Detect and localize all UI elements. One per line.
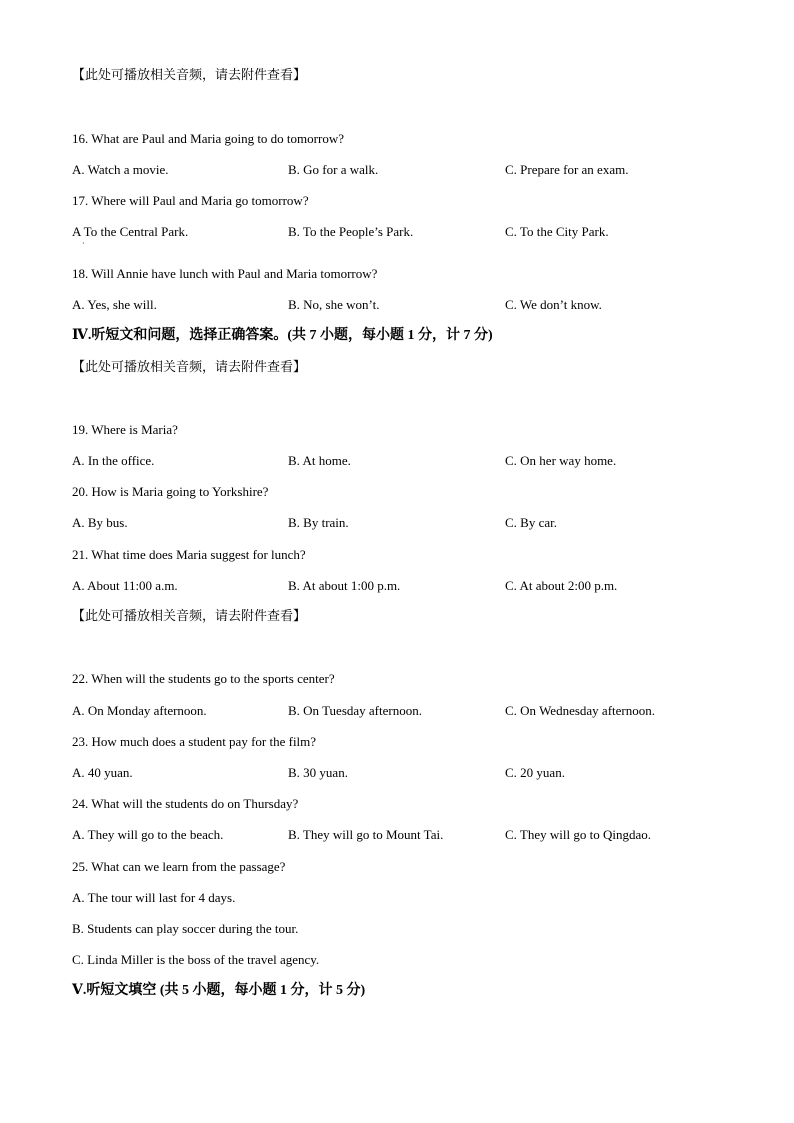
section-5-heading: Ⅴ.听短文填空 (共 5 小题，每小题 1 分，计 5 分) bbox=[72, 983, 366, 998]
option-c: C. Prepare for an exam. bbox=[505, 162, 629, 177]
question-21: 21. What time does Maria suggest for lunch? bbox=[72, 547, 306, 562]
option-b: B. No, she won’t. bbox=[288, 297, 380, 312]
question-18: 18. Will Annie have lunch with Paul and Maria tomorrow? bbox=[72, 266, 378, 281]
option-a: A To the Central Park. bbox=[72, 224, 189, 239]
option-a: A. They will go to the beach. bbox=[72, 827, 224, 842]
option-c: C. We don’t know. bbox=[505, 297, 602, 312]
question-24: 24. What will the students do on Thursday? bbox=[72, 796, 299, 811]
option-b: B. By train. bbox=[288, 515, 349, 530]
options-16 bbox=[72, 162, 752, 178]
stray-dot: · bbox=[82, 239, 85, 248]
option-b: B. On Tuesday afternoon. bbox=[288, 703, 422, 718]
options-19 bbox=[72, 453, 752, 469]
option-a: A. By bus. bbox=[72, 515, 128, 530]
option-c: C. On Wednesday afternoon. bbox=[505, 703, 655, 718]
question-17: 17. Where will Paul and Maria go tomorrow? bbox=[72, 193, 309, 208]
audio-note: 【此处可播放相关音频，请去附件查看】 bbox=[72, 360, 307, 375]
option-c: C. Linda Miller is the boss of the travel agency. bbox=[72, 952, 320, 967]
option-a: A. Watch a movie. bbox=[72, 162, 169, 177]
option-b: B. They will go to Mount Tai. bbox=[288, 827, 444, 842]
option-b: B. At about 1:00 p.m. bbox=[288, 578, 401, 593]
option-b: B. To the People’s Park. bbox=[288, 224, 414, 239]
option-a: A. In the office. bbox=[72, 453, 155, 468]
question-23: 23. How much does a student pay for the film? bbox=[72, 734, 317, 749]
option-b: B. Go for a walk. bbox=[288, 162, 379, 177]
option-c: C. At about 2:00 p.m. bbox=[505, 578, 618, 593]
option-c: C. To the City Park. bbox=[505, 224, 609, 239]
option-a: A. 40 yuan. bbox=[72, 765, 133, 780]
options-24 bbox=[72, 827, 752, 843]
options-17 bbox=[72, 224, 752, 240]
option-b: B. At home. bbox=[288, 453, 351, 468]
question-22: 22. When will the students go to the sports center? bbox=[72, 671, 335, 686]
option-c: C. 20 yuan. bbox=[505, 765, 565, 780]
option-a: A. Yes, she will. bbox=[72, 297, 157, 312]
question-16: 16. What are Paul and Maria going to do tomorrow? bbox=[72, 131, 344, 146]
question-20: 20. How is Maria going to Yorkshire? bbox=[72, 484, 269, 499]
option-c: C. They will go to Qingdao. bbox=[505, 827, 652, 842]
option-a: A. On Monday afternoon. bbox=[72, 703, 207, 718]
option-a: A. The tour will last for 4 days. bbox=[72, 890, 236, 905]
audio-note: 【此处可播放相关音频，请去附件查看】 bbox=[72, 68, 307, 83]
option-c: C. By car. bbox=[505, 515, 557, 530]
question-25: 25. What can we learn from the passage? bbox=[72, 859, 286, 874]
audio-note: 【此处可播放相关音频，请去附件查看】 bbox=[72, 609, 307, 624]
section-4-heading: Ⅳ.听短文和问题，选择正确答案。(共 7 小题，每小题 1 分，计 7 分) bbox=[72, 328, 493, 343]
option-c: C. On her way home. bbox=[505, 453, 617, 468]
options-22 bbox=[72, 703, 752, 719]
option-a: A. About 11:00 a.m. bbox=[72, 578, 178, 593]
options-23 bbox=[72, 765, 752, 781]
options-21 bbox=[72, 578, 752, 594]
options-18 bbox=[72, 297, 752, 313]
question-19: 19. Where is Maria? bbox=[72, 422, 178, 437]
option-b: B. Students can play soccer during the tour. bbox=[72, 921, 299, 936]
options-20 bbox=[72, 515, 752, 531]
option-b: B. 30 yuan. bbox=[288, 765, 348, 780]
